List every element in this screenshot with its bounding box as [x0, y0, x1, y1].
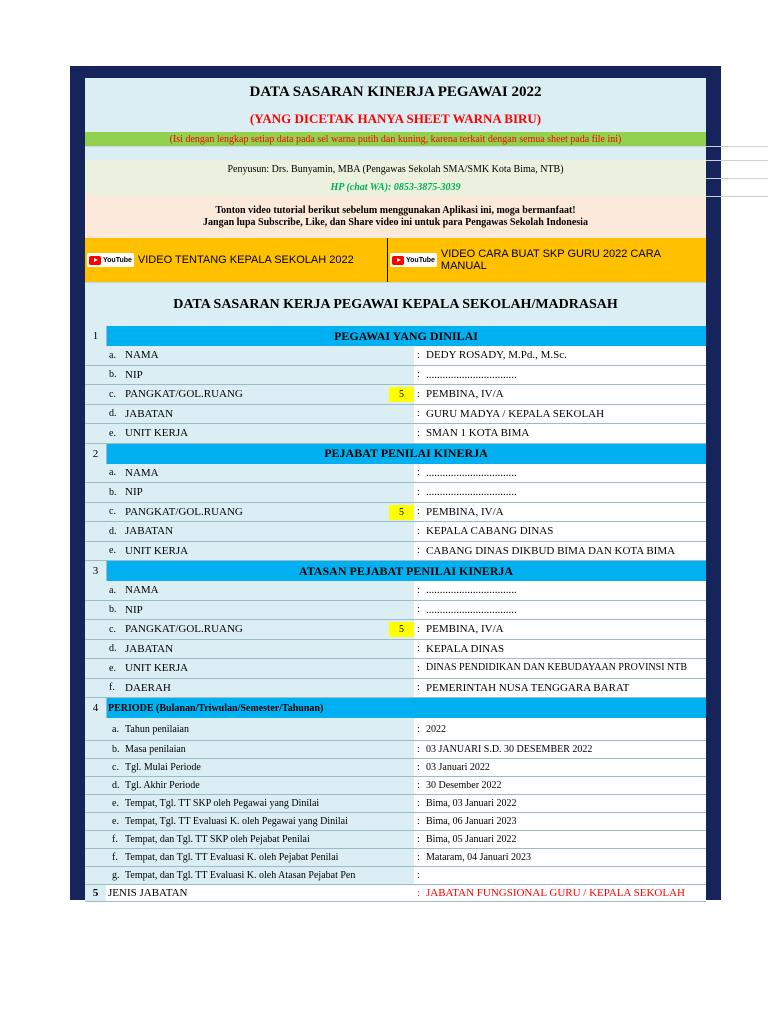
- field-label: UNIT KERJA: [125, 544, 189, 557]
- field-letter: e.: [109, 545, 116, 557]
- tutorial-line-1: Tonton video tutorial berikut sebelum menggunakan Aplikasi ini, moga bermanfaat!: [215, 205, 576, 216]
- field-label: NAMA: [125, 584, 159, 597]
- colon-separator: :: [417, 506, 420, 518]
- field-row: [85, 620, 706, 640]
- sheet: [85, 78, 706, 899]
- fill-instruction: (Isi dengan lengkap setiap data pada sel warna putih dan kuning, karena terkait dengan semua sheet pada file ini): [85, 132, 706, 146]
- field-label: Tgl. Akhir Periode: [125, 780, 200, 791]
- colon-separator: :: [417, 525, 420, 537]
- periode-row: [85, 777, 706, 795]
- field-row: [85, 385, 706, 405]
- field-letter: c.: [109, 623, 116, 635]
- colon-separator: :: [417, 388, 420, 400]
- field-label: NAMA: [125, 349, 159, 362]
- document-title: DATA SASARAN KINERJA PEGAWAI 2022: [85, 78, 706, 106]
- field-value[interactable]: PEMERINTAH NUSA TENGGARA BARAT: [414, 679, 706, 698]
- periode-row: [85, 813, 706, 831]
- field-letter: e.: [112, 816, 119, 827]
- field-label: Tempat, dan Tgl. TT SKP oleh Pejabat Penilai: [125, 834, 310, 845]
- rank-code-cell[interactable]: 5: [389, 505, 414, 520]
- section-number: 3: [85, 561, 107, 581]
- colon-separator: :: [417, 744, 420, 755]
- field-label: JENIS JABATAN: [108, 887, 188, 899]
- periode-row: [85, 849, 706, 867]
- field-label: UNIT KERJA: [125, 662, 189, 675]
- field-letter: d.: [109, 643, 117, 655]
- colon-separator: :: [417, 834, 420, 845]
- field-value[interactable]: Bima, 03 Januari 2022: [414, 795, 706, 812]
- jenis-jabatan-row: [85, 885, 706, 902]
- field-value[interactable]: DEDY ROSADY, M.Pd., M.Sc.: [414, 346, 706, 365]
- field-letter: a.: [109, 467, 116, 479]
- colon-separator: :: [417, 584, 420, 596]
- field-label: Tempat, Tgl. TT SKP oleh Pegawai yang Dinilai: [125, 798, 320, 809]
- field-letter: a.: [109, 349, 116, 361]
- field-value[interactable]: [414, 867, 706, 884]
- colon-separator: :: [417, 798, 420, 809]
- colon-separator: :: [417, 486, 420, 498]
- section-title: PEJABAT PENILAI KINERJA: [324, 446, 488, 460]
- field-value[interactable]: .................................: [414, 366, 706, 385]
- field-value[interactable]: CABANG DINAS DIKBUD BIMA DAN KOTA BIMA: [414, 542, 706, 561]
- colon-separator: :: [417, 816, 420, 827]
- field-label: Masa penilaian: [125, 744, 186, 755]
- section-header: [85, 326, 706, 346]
- field-label: Tempat, dan Tgl. TT Evaluasi K. oleh Atasan Pejabat Pen: [125, 870, 356, 881]
- field-label: NAMA: [125, 466, 159, 479]
- field-letter: a.: [109, 584, 116, 596]
- field-value[interactable]: .................................: [414, 464, 706, 483]
- field-label: Tempat, Tgl. TT Evaluasi K. oleh Pegawai yang Dinilai: [125, 816, 348, 827]
- field-letter: f.: [112, 852, 118, 863]
- field-row: [85, 542, 706, 562]
- field-value[interactable]: PEMBINA, IV/A: [414, 620, 706, 639]
- colon-separator: :: [417, 887, 420, 899]
- field-value[interactable]: KEPALA CABANG DINAS: [414, 522, 706, 541]
- colon-separator: :: [417, 780, 420, 791]
- colon-separator: :: [417, 662, 420, 674]
- contact-line: HP (chat WA): 0853-3875-3039: [85, 178, 706, 196]
- field-letter: d.: [109, 525, 117, 537]
- colon-separator: :: [417, 852, 420, 863]
- video-links-row: [85, 238, 706, 282]
- field-letter: d.: [109, 408, 117, 420]
- main-title: DATA SASARAN KERJA PEGAWAI KEPALA SEKOLAH/MADRASAH: [85, 282, 706, 326]
- video-link-label: VIDEO CARA BUAT SKP GURU 2022 CARA MANUAL: [440, 248, 661, 272]
- blank-row: [85, 146, 706, 160]
- field-value[interactable]: DINAS PENDIDIKAN DAN KEBUDAYAAN PROVINSI NTB: [414, 659, 706, 678]
- field-value[interactable]: PEMBINA, IV/A: [414, 503, 706, 522]
- section-number: 2: [85, 444, 107, 464]
- field-row: [85, 346, 706, 366]
- field-value[interactable]: Bima, 06 Januari 2023: [414, 813, 706, 830]
- field-value[interactable]: GURU MADYA / KEPALA SEKOLAH: [414, 405, 706, 424]
- field-letter: e.: [109, 662, 116, 674]
- field-label: NIP: [125, 603, 143, 616]
- field-label: JABATAN: [125, 642, 174, 655]
- section-header-periode: [85, 698, 706, 718]
- colon-separator: :: [417, 349, 420, 361]
- colon-separator: :: [417, 604, 420, 616]
- field-row: [85, 464, 706, 484]
- periode-row: [85, 741, 706, 759]
- section-title: PERIODE (Bulanan/Triwulan/Semester/Tahunan): [108, 702, 324, 714]
- colon-separator: :: [417, 623, 420, 635]
- field-letter: f.: [112, 834, 118, 845]
- field-letter: a.: [112, 723, 119, 735]
- field-row: [85, 640, 706, 660]
- field-row: [85, 424, 706, 444]
- field-label: NIP: [125, 486, 143, 499]
- rank-code-cell[interactable]: 5: [389, 622, 414, 637]
- field-letter: f.: [109, 682, 115, 694]
- periode-row: [85, 759, 706, 777]
- video-link-skp-guru[interactable]: [390, 238, 706, 282]
- field-row: [85, 659, 706, 679]
- field-letter: g.: [112, 870, 120, 881]
- field-letter: e.: [109, 427, 116, 439]
- field-label: UNIT KERJA: [125, 427, 189, 440]
- field-letter: b.: [109, 369, 117, 381]
- field-value[interactable]: 03 Januari 2022: [414, 759, 706, 776]
- section-number: 1: [85, 326, 107, 346]
- field-row: [85, 405, 706, 425]
- field-row: [85, 483, 706, 503]
- section-number: 4: [85, 698, 107, 718]
- field-row: [85, 601, 706, 621]
- colon-separator: :: [417, 762, 420, 773]
- field-value[interactable]: SMAN 1 KOTA BIMA: [414, 424, 706, 443]
- youtube-icon: YouTube: [390, 253, 437, 267]
- field-label: NIP: [125, 368, 143, 381]
- colon-separator: :: [417, 682, 420, 694]
- field-letter: e.: [112, 798, 119, 809]
- colon-separator: :: [417, 467, 420, 479]
- video-link-label: VIDEO TENTANG KEPALA SEKOLAH 2022: [137, 254, 354, 266]
- field-label: DAERAH: [125, 681, 171, 694]
- field-row: [85, 366, 706, 386]
- field-letter: c.: [109, 506, 116, 518]
- tutorial-note: [85, 196, 706, 238]
- video-link-kepala-sekolah[interactable]: [87, 238, 387, 282]
- field-value[interactable]: JABATAN FUNGSIONAL GURU / KEPALA SEKOLAH: [414, 885, 706, 901]
- field-label: PANGKAT/GOL.RUANG: [125, 505, 243, 518]
- spreadsheet-gridlines: [706, 78, 768, 887]
- colon-separator: :: [417, 427, 420, 439]
- field-letter: d.: [112, 780, 120, 791]
- youtube-icon: YouTube: [87, 253, 134, 267]
- field-value[interactable]: .................................: [414, 483, 706, 502]
- field-letter: b.: [109, 486, 117, 498]
- colon-separator: :: [417, 408, 420, 420]
- periode-row: [85, 867, 706, 885]
- field-letter: b.: [112, 744, 120, 755]
- colon-separator: :: [417, 643, 420, 655]
- rank-code-cell[interactable]: 5: [389, 387, 414, 402]
- field-label: JABATAN: [125, 525, 174, 538]
- colon-separator: :: [417, 369, 420, 381]
- colon-separator: :: [417, 545, 420, 557]
- field-value[interactable]: 2022: [414, 718, 706, 740]
- section-number: 5: [85, 885, 107, 901]
- document-subtitle: (YANG DICETAK HANYA SHEET WARNA BIRU): [85, 106, 706, 132]
- field-value[interactable]: .................................: [414, 581, 706, 600]
- field-label: Tahun penilaian: [125, 723, 189, 735]
- periode-row: [85, 795, 706, 813]
- colon-separator: :: [417, 870, 420, 881]
- field-label: JABATAN: [125, 407, 174, 420]
- section-header: [85, 444, 706, 464]
- field-value[interactable]: PEMBINA, IV/A: [414, 385, 706, 404]
- field-value[interactable]: KEPALA DINAS: [414, 640, 706, 659]
- field-row: [85, 522, 706, 542]
- field-value[interactable]: 03 JANUARI S.D. 30 DESEMBER 2022: [414, 741, 706, 758]
- field-label: PANGKAT/GOL.RUANG: [125, 388, 243, 401]
- periode-row: [85, 831, 706, 849]
- field-value[interactable]: 30 Desember 2022: [414, 777, 706, 794]
- field-letter: c.: [112, 762, 119, 773]
- author-line: Penyusun: Drs. Bunyamin, MBA (Pengawas Sekolah SMA/SMK Kota Bima, NTB): [85, 160, 706, 178]
- periode-row: [85, 718, 706, 741]
- field-label: PANGKAT/GOL.RUANG: [125, 623, 243, 636]
- field-value[interactable]: .................................: [414, 601, 706, 620]
- colon-separator: :: [417, 723, 420, 735]
- field-row: [85, 581, 706, 601]
- section-header: [85, 561, 706, 581]
- section-title: ATASAN PEJABAT PENILAI KINERJA: [298, 563, 514, 578]
- tutorial-line-2: Jangan lupa Subscribe, Like, dan Share video ini untuk para Pengawas Sekolah Indonesia: [203, 217, 588, 228]
- field-label: Tgl. Mulai Periode: [125, 762, 201, 773]
- field-row: [85, 679, 706, 699]
- field-row: [85, 503, 706, 523]
- field-letter: c.: [109, 388, 116, 400]
- field-letter: b.: [109, 604, 117, 616]
- section-title: PEGAWAI YANG DINILAI: [334, 328, 478, 343]
- field-label: Tempat, dan Tgl. TT Evaluasi K. oleh Pejabat Penilai: [125, 852, 339, 863]
- field-value[interactable]: Mataram, 04 Januari 2023: [414, 849, 706, 866]
- field-value[interactable]: Bima, 05 Januari 2022: [414, 831, 706, 848]
